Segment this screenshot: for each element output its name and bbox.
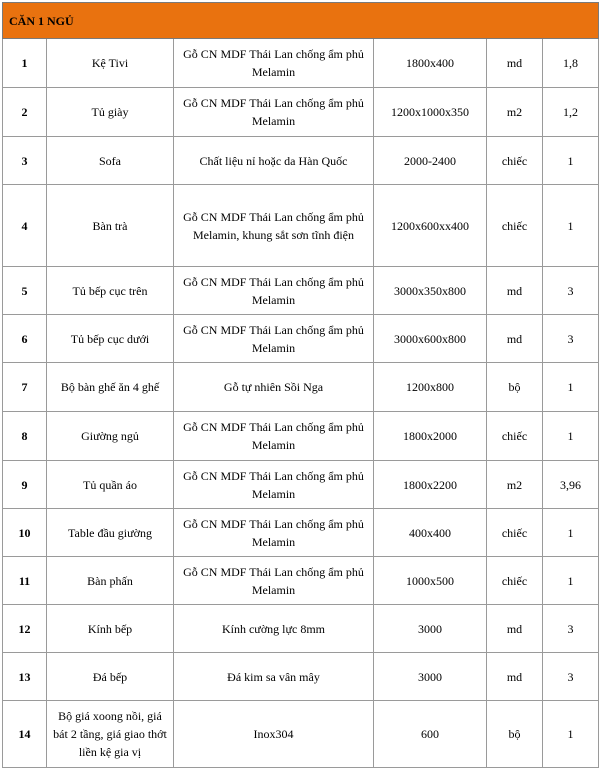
- item-size: 1800x2200: [374, 461, 487, 509]
- item-material: Gỗ CN MDF Thái Lan chống ẩm phủ Melamin: [174, 412, 374, 461]
- section-header-row: [3, 3, 599, 39]
- item-quantity: 1: [543, 509, 599, 557]
- item-size: 3000x350x800: [374, 267, 487, 315]
- item-unit: chiếc: [487, 185, 543, 267]
- item-size: 3000: [374, 605, 487, 653]
- item-unit: bộ: [487, 701, 543, 768]
- table-row: [3, 557, 599, 605]
- item-material: Gỗ CN MDF Thái Lan chống ẩm phủ Melamin, khung sắt sơn tĩnh điện: [174, 185, 374, 267]
- table-row: [3, 653, 599, 701]
- row-number: 3: [3, 137, 47, 185]
- item-size: 1200x1000x350: [374, 88, 487, 137]
- row-number: 1: [3, 39, 47, 88]
- row-number: 13: [3, 653, 47, 701]
- item-size: 1200x600xx400: [374, 185, 487, 267]
- item-size: 1800x400: [374, 39, 487, 88]
- item-unit: m2: [487, 88, 543, 137]
- item-material: Gỗ tự nhiên Sồi Nga: [174, 363, 374, 412]
- item-quantity: 3: [543, 653, 599, 701]
- section-title: CĂN 1 NGỦ: [3, 3, 599, 39]
- item-material: Gỗ CN MDF Thái Lan chống ẩm phủ Melamin: [174, 315, 374, 363]
- row-number: 4: [3, 185, 47, 267]
- row-number: 10: [3, 509, 47, 557]
- item-name: Tủ giày: [47, 88, 174, 137]
- item-quantity: 1: [543, 185, 599, 267]
- item-unit: md: [487, 267, 543, 315]
- item-quantity: 1,8: [543, 39, 599, 88]
- item-name: Bộ bàn ghế ăn 4 ghế: [47, 363, 174, 412]
- item-unit: chiếc: [487, 412, 543, 461]
- item-name: Đá bếp: [47, 653, 174, 701]
- table-row: [3, 509, 599, 557]
- row-number: 7: [3, 363, 47, 412]
- row-number: 5: [3, 267, 47, 315]
- item-size: 1200x800: [374, 363, 487, 412]
- item-material: Gỗ CN MDF Thái Lan chống ẩm phủ Melamin: [174, 509, 374, 557]
- item-name: Giường ngủ: [47, 412, 174, 461]
- item-size: 1000x500: [374, 557, 487, 605]
- table-body: [3, 3, 599, 768]
- item-quantity: 1: [543, 363, 599, 412]
- item-size: 3000: [374, 653, 487, 701]
- item-material: Chất liệu nỉ hoặc da Hàn Quốc: [174, 137, 374, 185]
- item-name: Kệ Tivi: [47, 39, 174, 88]
- item-name: Tủ quần áo: [47, 461, 174, 509]
- item-material: Inox304: [174, 701, 374, 768]
- item-quantity: 3: [543, 315, 599, 363]
- item-material: Gỗ CN MDF Thái Lan chống ẩm phủ Melamin: [174, 461, 374, 509]
- item-name: Tủ bếp cục trên: [47, 267, 174, 315]
- item-unit: md: [487, 315, 543, 363]
- item-size: 600: [374, 701, 487, 768]
- table-row: [3, 461, 599, 509]
- row-number: 11: [3, 557, 47, 605]
- table-row: [3, 88, 599, 137]
- table-row: [3, 605, 599, 653]
- item-quantity: 3,96: [543, 461, 599, 509]
- item-unit: md: [487, 653, 543, 701]
- item-material: Gỗ CN MDF Thái Lan chống ẩm phủ Melamin: [174, 267, 374, 315]
- item-quantity: 3: [543, 267, 599, 315]
- table-row: [3, 315, 599, 363]
- item-unit: md: [487, 39, 543, 88]
- item-size: 2000-2400: [374, 137, 487, 185]
- table-row: [3, 137, 599, 185]
- item-name: Table đầu giường: [47, 509, 174, 557]
- item-quantity: 1,2: [543, 88, 599, 137]
- item-name: Tủ bếp cục dưới: [47, 315, 174, 363]
- item-material: Kính cường lực 8mm: [174, 605, 374, 653]
- item-unit: m2: [487, 461, 543, 509]
- item-unit: bộ: [487, 363, 543, 412]
- table-row: [3, 701, 599, 768]
- item-size: 1800x2000: [374, 412, 487, 461]
- row-number: 14: [3, 701, 47, 768]
- item-name: Kính bếp: [47, 605, 174, 653]
- table-row: [3, 267, 599, 315]
- item-unit: chiếc: [487, 509, 543, 557]
- row-number: 2: [3, 88, 47, 137]
- item-name: Bàn trà: [47, 185, 174, 267]
- table-row: [3, 185, 599, 267]
- item-name: Bộ giá xoong nồi, giá bát 2 tầng, giá giao thớt liền kệ gia vị: [47, 701, 174, 768]
- row-number: 6: [3, 315, 47, 363]
- table-row: [3, 412, 599, 461]
- item-material: Gỗ CN MDF Thái Lan chống ẩm phủ Melamin: [174, 39, 374, 88]
- furniture-spec-table: [2, 2, 599, 768]
- item-material: Gỗ CN MDF Thái Lan chống ẩm phủ Melamin: [174, 557, 374, 605]
- row-number: 8: [3, 412, 47, 461]
- item-quantity: 1: [543, 137, 599, 185]
- item-quantity: 1: [543, 412, 599, 461]
- item-name: Bàn phấn: [47, 557, 174, 605]
- item-material: Gỗ CN MDF Thái Lan chống ẩm phủ Melamin: [174, 88, 374, 137]
- item-unit: chiếc: [487, 557, 543, 605]
- item-unit: chiếc: [487, 137, 543, 185]
- row-number: 12: [3, 605, 47, 653]
- item-material: Đá kim sa vân mây: [174, 653, 374, 701]
- item-name: Sofa: [47, 137, 174, 185]
- row-number: 9: [3, 461, 47, 509]
- table-row: [3, 363, 599, 412]
- item-quantity: 1: [543, 557, 599, 605]
- table-row: [3, 39, 599, 88]
- item-quantity: 1: [543, 701, 599, 768]
- item-quantity: 3: [543, 605, 599, 653]
- item-size: 400x400: [374, 509, 487, 557]
- item-size: 3000x600x800: [374, 315, 487, 363]
- item-unit: md: [487, 605, 543, 653]
